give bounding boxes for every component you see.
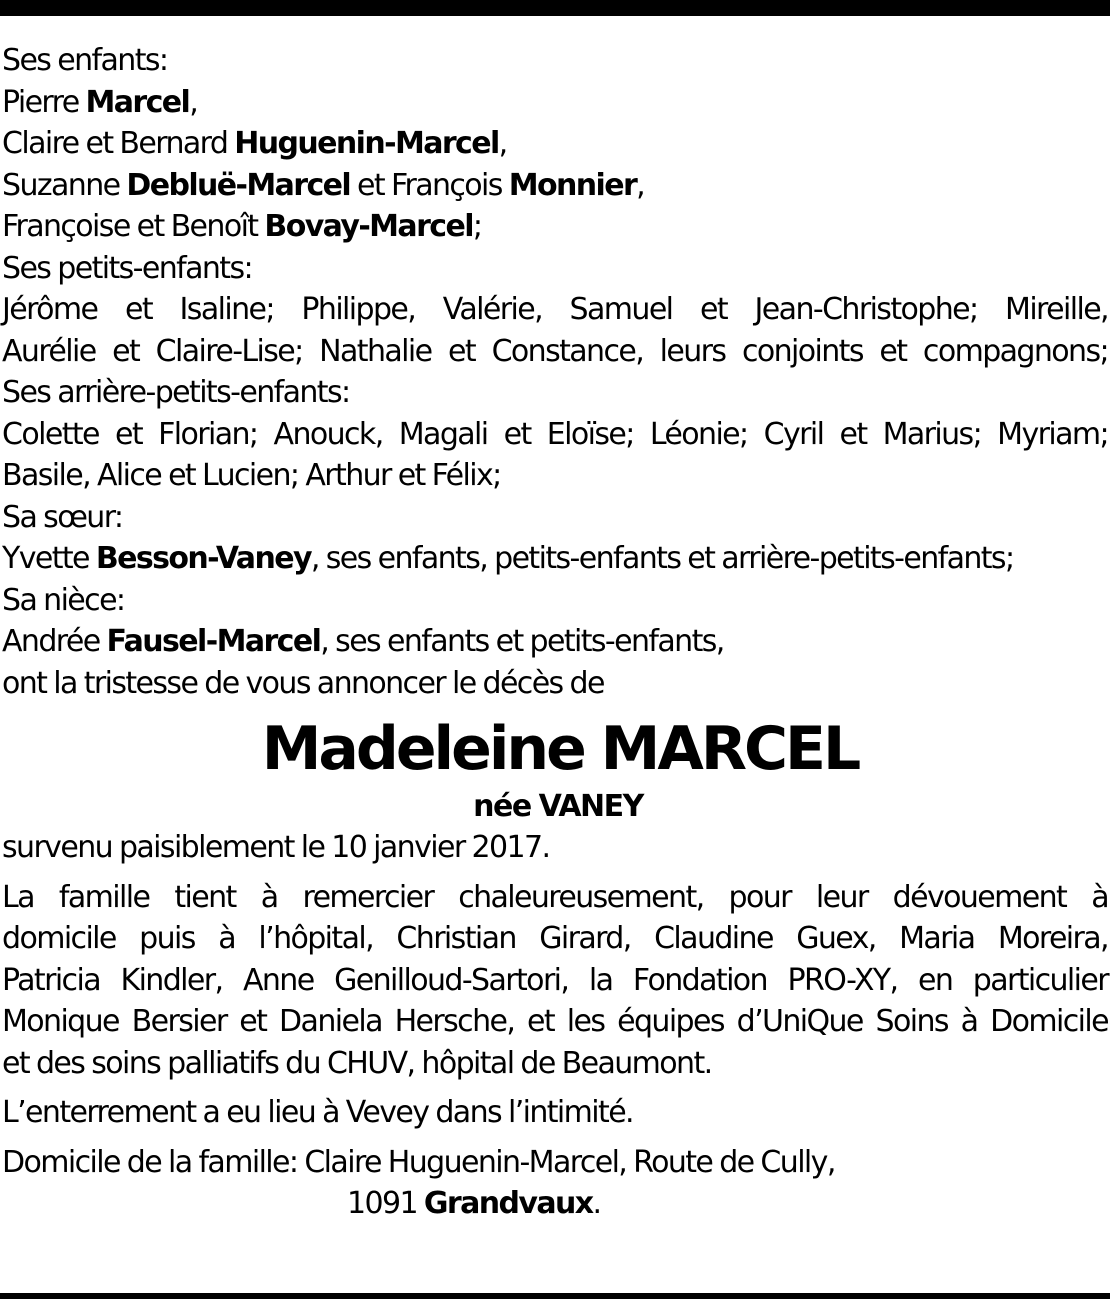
surname: Debluë-Marcel [126, 167, 351, 203]
top-rule [0, 0, 1110, 16]
niece-line: Andrée Fausel-Marcel, ses enfants et petits-enfants, [2, 624, 724, 659]
passing-date: survenu paisiblement le 10 janvier 2017. [2, 830, 550, 865]
child-line: Françoise et Benoît Bovay-Marcel; [2, 209, 482, 244]
thanks-line: La famille tient à remercier chaleureusement, pour leur dévouement à [2, 879, 1108, 915]
thanks-paragraph [2, 877, 1108, 1085]
burial-note: L’enterrement a eu lieu à Vevey dans l’intimité. [2, 1095, 633, 1130]
child-line: Suzanne Debluë-Marcel et François Monnier, [2, 167, 645, 203]
family-address [2, 1142, 1108, 1225]
great-grandchildren-line: Basile, Alice et Lucien; Arthur et Félix; [2, 458, 501, 493]
surname: Besson-Vaney [95, 541, 311, 576]
thanks-line: Monique Bersier et Daniela Hersche, et les équipes d’UniQue Soins à Domicile [2, 1004, 1108, 1039]
child-line: Claire et Bernard Huguenin-Marcel, [2, 126, 507, 161]
bottom-rule [0, 1293, 1110, 1299]
announcement: ont la tristesse de vous annoncer le décès de [2, 665, 604, 701]
surname: Bovay-Marcel [264, 209, 473, 244]
grandchildren-heading: Ses petits-enfants: [2, 250, 253, 286]
address-line: Domicile de la famille: Claire Huguenin-Marcel, Route de Cully, [2, 1144, 835, 1180]
address-town-line: 1091 Grandvaux. [347, 1186, 601, 1221]
grandchildren-line: Aurélie et Claire-Lise; Nathalie et Constance, leurs conjoints et compagnons; [2, 333, 1108, 369]
children-heading: Ses enfants: [2, 43, 168, 78]
child-line: Pierre Marcel, [2, 84, 198, 120]
deceased-name: Madeleine MARCEL [261, 714, 859, 784]
thanks-line: domicile puis à l’hôpital, Christian Girard, Claudine Guex, Maria Moreira, [2, 921, 1108, 956]
grandchildren-line: Jérôme et Isaline; Philippe, Valérie, Samuel et Jean-Christophe; Mireille, [2, 292, 1108, 327]
town: Grandvaux [423, 1186, 593, 1221]
surname: Huguenin-Marcel [234, 126, 499, 161]
notice-body [2, 40, 1108, 1225]
sister-line: Yvette Besson-Vaney, ses enfants, petits-enfants et arrière-petits-enfants; [2, 541, 1014, 576]
surname: Marcel [85, 84, 190, 120]
thanks-line: Patricia Kindler, Anne Genilloud-Sartori, la Fondation PRO-XY, en particulier [2, 962, 1108, 998]
great-grandchildren-line: Colette et Florian; Anouck, Magali et Eloïse; Léonie; Cyril et Marius; Myriam; [2, 416, 1108, 452]
great-grandchildren-heading: Ses arrière-petits-enfants: [2, 375, 350, 410]
niece-heading: Sa nièce: [2, 582, 125, 618]
surname: Fausel-Marcel [106, 624, 321, 659]
thanks-line: et des soins palliatifs du CHUV, hôpital de Beaumont. [2, 1045, 712, 1081]
maiden-name: née VANEY [473, 789, 643, 824]
surname: Monnier [508, 167, 637, 203]
sister-heading: Sa sœur: [2, 499, 123, 535]
